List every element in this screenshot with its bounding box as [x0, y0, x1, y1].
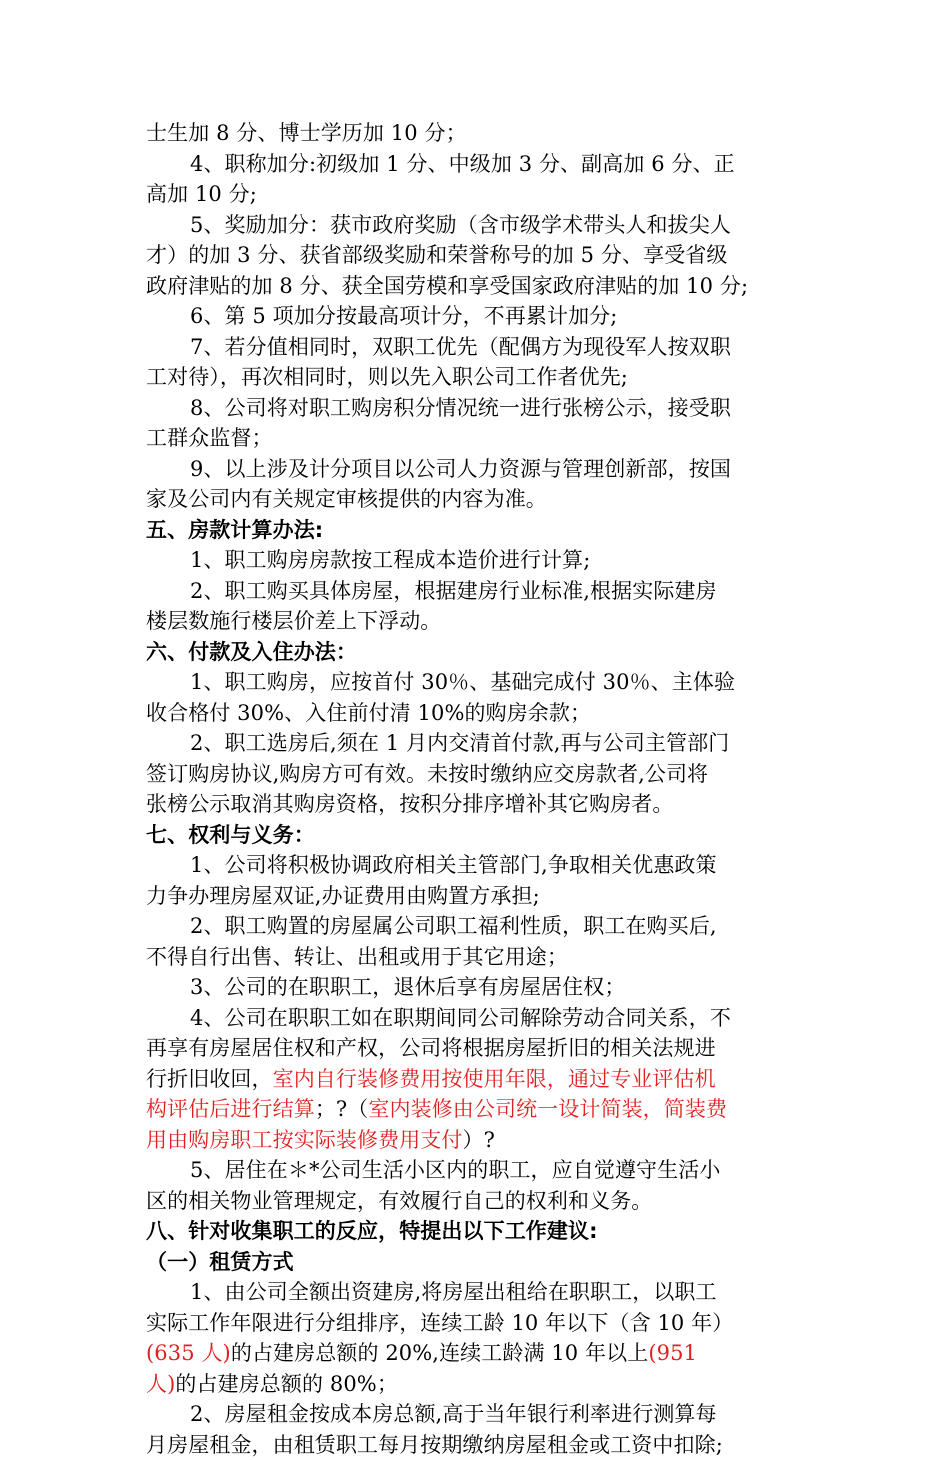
- text-segment: 1、职工购房房款按工程成本造价进行计算;: [190, 548, 590, 572]
- text-line: [146, 1033, 806, 1064]
- text-line: [146, 1064, 806, 1095]
- text-segment: 2、职工购置的房屋属公司职工福利性质，职工在购买后,: [190, 914, 717, 938]
- text-segment: ）?: [463, 1128, 495, 1152]
- text-segment: 9、以上涉及计分项目以公司人力资源与管理创新部，按国: [190, 457, 731, 481]
- section-heading: [146, 515, 806, 546]
- text-segment: 5、居住在＊*公司生活小区内的职工，应自觉遵守生活小: [190, 1158, 720, 1182]
- text-line: [146, 423, 806, 454]
- text-segment: 签订购房协议,购房方可有效。未按时缴纳应交房款者,公司将: [146, 762, 708, 786]
- highlighted-text: 室内装修由公司统一设计简装，简装费: [368, 1097, 727, 1121]
- section-heading: [146, 1216, 806, 1247]
- highlighted-text: 构评估后进行结算: [146, 1097, 315, 1121]
- text-segment: 的占建房总额的 80%；: [175, 1372, 398, 1396]
- highlighted-text: (635 人): [146, 1341, 231, 1365]
- text-segment: 楼层数施行楼层价差上下浮动。: [146, 609, 441, 633]
- text-segment: 家及公司内有关规定审核提供的内容为准。: [146, 487, 547, 511]
- text-segment: 八、针对收集职工的反应，特提出以下工作建议:: [146, 1219, 598, 1243]
- text-segment: 士生加 8 分、博士学历加 10 分；: [146, 121, 467, 145]
- text-line: [146, 1003, 806, 1034]
- text-segment: 收合格付 30%、入住前付清 10%的购房余款；: [146, 701, 591, 725]
- text-line: [146, 850, 806, 881]
- text-segment: 力争办理房屋双证,办证费用由购置方承担;: [146, 884, 540, 908]
- highlighted-text: 用由购房职工按实际装修费用支付: [146, 1128, 463, 1152]
- text-line: [146, 1369, 806, 1400]
- section-heading: [146, 1247, 806, 1278]
- text-segment: 7、若分值相同时，双职工优先（配偶方为现役军人按双职: [190, 335, 731, 359]
- text-line: [146, 1430, 806, 1460]
- highlighted-text: 人): [146, 1372, 175, 1396]
- text-line: [146, 728, 806, 759]
- text-line: [146, 118, 806, 149]
- text-line: [146, 301, 806, 332]
- text-segment: 2、职工选房后,须在 1 月内交清首付款,再与公司主管部门: [190, 731, 729, 755]
- text-line: [146, 210, 806, 241]
- text-segment: 再享有房屋居住权和产权，公司将根据房屋折旧的相关法规进: [146, 1036, 716, 1060]
- text-segment: 1、公司将积极协调政府相关主管部门,争取相关优惠政策: [190, 853, 717, 877]
- text-segment: 工对待），再次相同时，则以先入职公司工作者优先;: [146, 365, 628, 389]
- text-segment: 政府津贴的加 8 分、获全国劳模和享受国家政府津贴的加 10 分;: [146, 274, 748, 298]
- text-line: [146, 484, 806, 515]
- text-line: [146, 1277, 806, 1308]
- text-segment: 的占建房总额的 20%,连续工龄满 10 年以上: [231, 1341, 649, 1365]
- text-line: [146, 179, 806, 210]
- text-line: [146, 1338, 806, 1369]
- text-segment: 工群众监督；: [146, 426, 273, 450]
- text-line: [146, 576, 806, 607]
- text-segment: 实际工作年限进行分组排序，连续工龄 10 年以下（含 10 年）: [146, 1311, 733, 1335]
- highlighted-text: (951: [648, 1341, 697, 1365]
- text-segment: 2、职工购买具体房屋，根据建房行业标准,根据实际建房: [190, 579, 717, 603]
- text-line: [146, 667, 806, 698]
- text-line: [146, 698, 806, 729]
- text-line: [146, 332, 806, 363]
- section-heading: [146, 637, 806, 668]
- text-segment: 6、第 5 项加分按最高项计分，不再累计加分;: [190, 304, 617, 328]
- text-segment: 3、公司的在职职工，退休后享有房屋居住权；: [190, 975, 625, 999]
- text-segment: 高加 10 分;: [146, 182, 257, 206]
- text-segment: 8、公司将对职工购房积分情况统一进行张榜公示，接受职: [190, 396, 731, 420]
- highlighted-text: 室内自行装修费用按使用年限，通过专业评估机: [273, 1067, 716, 1091]
- text-line: [146, 606, 806, 637]
- text-line: [146, 149, 806, 180]
- text-line: [146, 545, 806, 576]
- text-segment: 七、权利与义务：: [146, 823, 315, 847]
- text-segment: 5、奖励加分：获市政府奖励（含市级学术带头人和拔尖人: [190, 213, 731, 237]
- text-segment: 行折旧收回，: [146, 1067, 273, 1091]
- text-line: [146, 911, 806, 942]
- section-heading: [146, 820, 806, 851]
- text-segment: 才）的加 3 分、获省部级奖励和荣誉称号的加 5 分、享受省级: [146, 243, 728, 267]
- text-line: [146, 1155, 806, 1186]
- text-segment: ；?（: [315, 1097, 369, 1121]
- text-segment: 张榜公示取消其购房资格，按积分排序增补其它购房者。: [146, 792, 674, 816]
- text-segment: 4、职称加分:初级加 1 分、中级加 3 分、副高加 6 分、正: [190, 152, 735, 176]
- text-segment: 月房屋租金，由租赁职工每月按期缴纳房屋租金或工资中扣除;: [146, 1433, 723, 1457]
- text-segment: 区的相关物业管理规定，有效履行自己的权利和义务。: [146, 1189, 652, 1213]
- text-segment: 1、职工购房，应按首付 30％、基础完成付 30％、主体验: [190, 670, 735, 694]
- text-line: [146, 362, 806, 393]
- text-segment: 1、由公司全额出资建房,将房屋出租给在职职工，以职工: [190, 1280, 717, 1304]
- text-segment: 不得自行出售、转让、出租或用于其它用途；: [146, 945, 568, 969]
- text-line: [146, 240, 806, 271]
- text-segment: 五、房款计算办法:: [146, 518, 323, 542]
- text-segment: 2、房屋租金按成本房总额,高于当年银行利率进行测算每: [190, 1402, 717, 1426]
- text-line: [146, 942, 806, 973]
- text-line: [146, 972, 806, 1003]
- text-line: [146, 1308, 806, 1339]
- text-line: [146, 1399, 806, 1430]
- text-line: [146, 271, 806, 302]
- text-line: [146, 1094, 806, 1125]
- text-line: [146, 1186, 806, 1217]
- text-line: [146, 1125, 806, 1156]
- text-line: [146, 881, 806, 912]
- text-segment: 4、公司在职职工如在职期间同公司解除劳动合同关系，不: [190, 1006, 731, 1030]
- text-line: [146, 454, 806, 485]
- document-page: [146, 118, 806, 1460]
- text-line: [146, 393, 806, 424]
- text-line: [146, 789, 806, 820]
- text-segment: 六、付款及入住办法：: [146, 640, 357, 664]
- text-segment: （一）租赁方式: [146, 1250, 294, 1274]
- text-line: [146, 759, 806, 790]
